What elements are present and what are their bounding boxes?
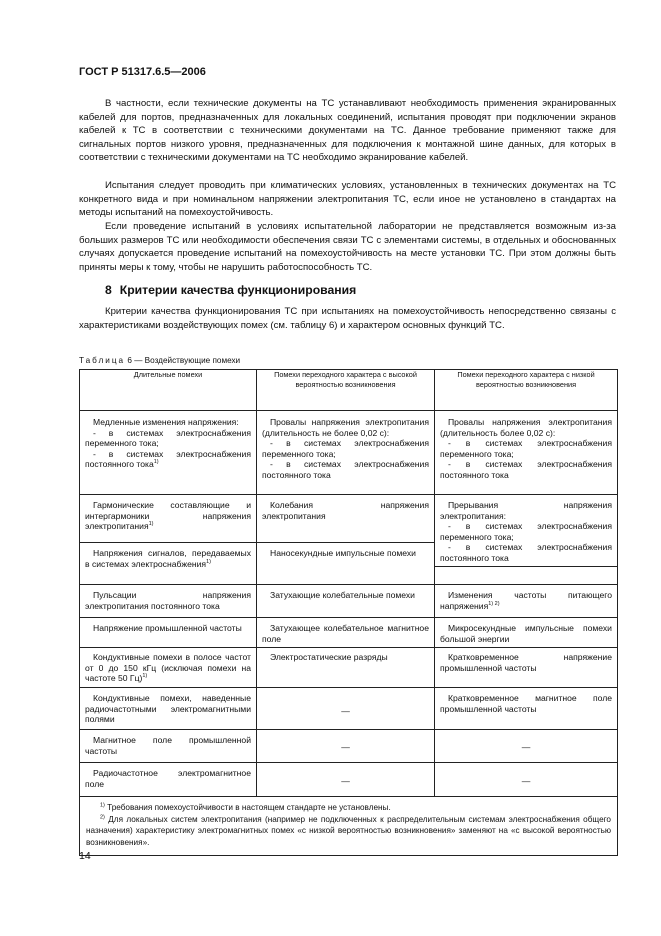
table-cell: Кратковременное магнитное поле промышленной частоты bbox=[435, 688, 618, 730]
table-footnotes-row bbox=[80, 797, 618, 855]
table-row bbox=[80, 763, 618, 797]
table-cell: Кондуктивные помехи в полосе частот от 0 до 150 кГц (исключая помехи на частоте 50 Гц)$^{1)}$ bbox=[80, 648, 257, 688]
table-row bbox=[80, 618, 618, 648]
table-row bbox=[80, 495, 618, 543]
disturbances-table bbox=[79, 369, 618, 856]
footnote-ref: 1) bbox=[142, 673, 148, 680]
table-cell: Микросекундные импульсные помехи большой энергии bbox=[435, 618, 618, 648]
table-caption bbox=[79, 356, 240, 365]
table-row bbox=[80, 730, 618, 763]
footnote-ref: 1) bbox=[206, 558, 211, 565]
table-cell: — bbox=[257, 688, 435, 730]
footnote-2: $^{2)}$ Для локальных систем электропитания (например не подключенных к распределительным системам электроснабжения общего назначения) характеристику электромагнитных помех «с низкой вероятностью возникновения» заменяют на «с высокой вероятностью возникновения». bbox=[86, 814, 611, 847]
table-cell: Затухающие колебательные помехи bbox=[257, 585, 435, 618]
table-cell: — bbox=[435, 763, 618, 797]
table-cell: Прерывания напряжения электропитания: - в системах электроснабжения переменного тока; - в системах электроснабжения постоянного тока bbox=[435, 495, 618, 585]
header-transient-low: Помехи переходного характера с низкой вероятностью возникновения bbox=[435, 370, 618, 411]
table-cell: — bbox=[257, 763, 435, 797]
footnote-ref: 1) 2) bbox=[488, 600, 500, 607]
paragraph-onsite-testing: Если проведение испытаний в условиях испытательной лаборатории не представляется возможным из-за больших размеров ТС или необходимости обеспечения связи ТС с элементами системы, в отдельных и обоснованных случаях допускается проведение испытаний на помехоустойчивость на месте установки ТС. При этом должны быть приняты меры к тому, чтобы не нарушить работоспособность ТС. bbox=[79, 221, 616, 273]
paragraph-shielded-cables: В частности, если технические документы на ТС устанавливают необходимость применения экранированных кабелей для портов, предназначенных для локальных соединений, испытания проводят при подключении экранов кабелей к ТС в соответствии с техническими документами на ТС. Данное требование применяют также для сигнальных портов низкого уровня, предназначенных для подключения к монтажной шине данных, для которых в соответствии с техническими документами на ТС необходимо экранирование кабелей. bbox=[79, 98, 616, 164]
page-number: 14 bbox=[79, 850, 91, 862]
table-cell: Колебания напряжения электропитания bbox=[257, 495, 435, 543]
table-cell: — bbox=[435, 730, 618, 763]
table-caption-title: 6 — Воздействующие помехи bbox=[127, 356, 241, 365]
table-cell: Пульсации напряжения электропитания постоянного тока bbox=[80, 585, 257, 618]
table-cell: Кондуктивные помехи, наведенные радиочастотными электромагнитными полями bbox=[80, 688, 257, 730]
table-row bbox=[80, 585, 618, 618]
table-footnotes bbox=[80, 797, 618, 855]
footnote-1: $^{1)}$ Требования помехоустойчивости в настоящем стандарте не установлены. bbox=[100, 802, 391, 813]
footnote-ref: 1) bbox=[148, 521, 154, 528]
table-row bbox=[80, 411, 618, 495]
table-row bbox=[80, 688, 618, 730]
table-cell: Гармонические составляющие и интергармоники напряжения электропитания$^{1)}$ bbox=[80, 495, 257, 543]
table-cell: Провалы напряжения электропитания (длительность не более 0,02 с): - в системах электроснабжения переменного тока; - в системах электроснабжения постоянного тока bbox=[257, 411, 435, 495]
table-caption-label: Таблица bbox=[79, 356, 126, 365]
divider bbox=[435, 566, 617, 567]
table-cell: Радиочастотное электромагнитное поле bbox=[80, 763, 257, 797]
table-cell: Электростатические разряды bbox=[257, 648, 435, 688]
table-row bbox=[80, 648, 618, 688]
header-transient-high: Помехи переходного характера с высокой вероятностью возникновения bbox=[257, 370, 435, 411]
table-cell: Магнитное поле промышленной частоты bbox=[80, 730, 257, 763]
table-cell: Напряжения сигналов, передаваемых в системах электроснабжения$^{1)}$ bbox=[80, 543, 257, 585]
table-cell: — bbox=[257, 730, 435, 763]
section-heading bbox=[105, 283, 356, 297]
document-header: ГОСТ Р 51317.6.5—2006 bbox=[79, 66, 206, 78]
table-cell: Изменения частоты питающего напряжения$^{1) 2)}$ bbox=[435, 585, 618, 618]
section-number: 8 bbox=[105, 283, 112, 297]
header-continuous: Длительные помехи bbox=[80, 370, 257, 411]
footnote-ref: 1) bbox=[153, 459, 159, 466]
table-cell: Кратковременное напряжение промышленной частоты bbox=[435, 648, 618, 688]
paragraph-climatic-conditions: Испытания следует проводить при климатических условиях, установленных в технических документах на ТС конкретного вида и при номинальном напряжении электропитания ТС, если иное не установлено в стандартах на методы испытаний на помехоустойчивость. bbox=[79, 180, 616, 219]
table-cell: Медленные изменения напряжения: - в системах электроснабжения переменного тока; - в системах электроснабжения постоянного тока$^{1)}$ bbox=[80, 411, 257, 495]
table-header-row bbox=[80, 370, 618, 411]
table-cell: Напряжение промышленной частоты bbox=[80, 618, 257, 648]
table-cell: Провалы напряжения электропитания (длительность более 0,02 с): - в системах электроснабжения переменного тока; - в системах электроснабжения постоянного тока bbox=[435, 411, 618, 495]
section-title: Критерии качества функционирования bbox=[119, 283, 357, 297]
paragraph-criteria: Критерии качества функционирования ТС при испытаниях на помехоустойчивость непосредственно связаны с характеристиками воздействующих помех (см. таблицу 6) и характером основных функций ТС. bbox=[79, 306, 616, 331]
table-cell: Наносекундные импульсные помехи bbox=[257, 543, 435, 585]
table-cell: Затухающее колебательное магнитное поле bbox=[257, 618, 435, 648]
